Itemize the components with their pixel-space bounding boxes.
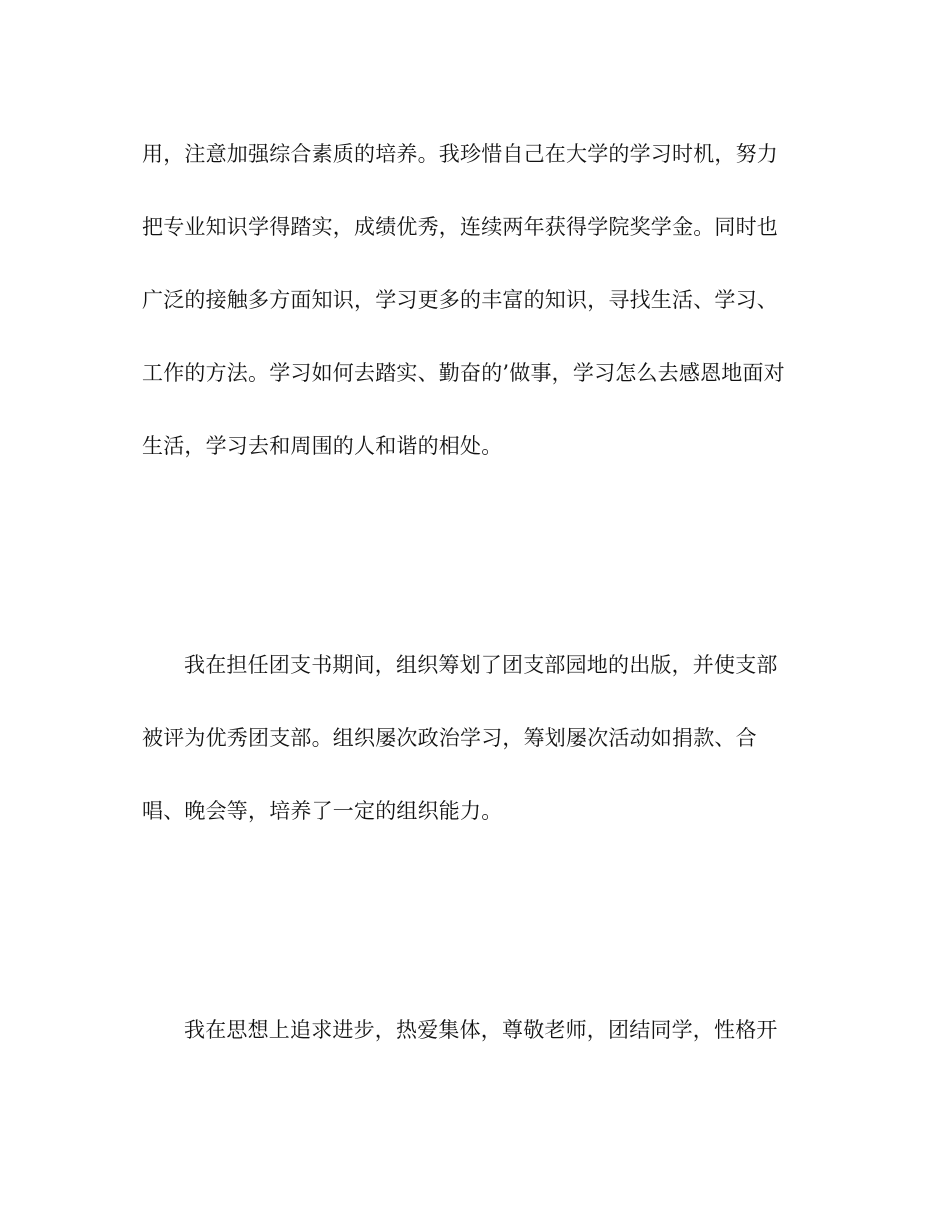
paragraph-2-line-1: 我在担任团支书期间，组织筹划了团支部园地的出版，并使支部: [184, 653, 778, 677]
paragraph-1-line-3: 广泛的接触多方面知识，学习更多的丰富的知识，寻找生活、学习、: [142, 288, 778, 312]
paragraph-1-line-2: 把专业知识学得踏实，成绩优秀，连续两年获得学院奖学金。同时也: [142, 215, 778, 239]
paragraph-2-line-3: 唱、晚会等，培养了一定的组织能力。: [142, 799, 503, 823]
paragraph-3-line-1: 我在思想上追求进步，热爱集体，尊敬老师，团结同学，性格开: [184, 1018, 778, 1042]
paragraph-2-line-2: 被评为优秀团支部。组织屡次政治学习，筹划屡次活动如捐款、合: [142, 726, 757, 750]
paragraph-1-line-4: 工作的方法。学习如何去踏实、勤奋的’做事，学习怎么去感恩地面对: [142, 361, 785, 385]
paragraph-1-line-5: 生活，学习去和周围的人和谐的相处。: [142, 434, 503, 458]
paragraph-1-line-1: 用，注意加强综合素质的培养。我珍惜自己在大学的学习时机，努力: [142, 142, 778, 166]
